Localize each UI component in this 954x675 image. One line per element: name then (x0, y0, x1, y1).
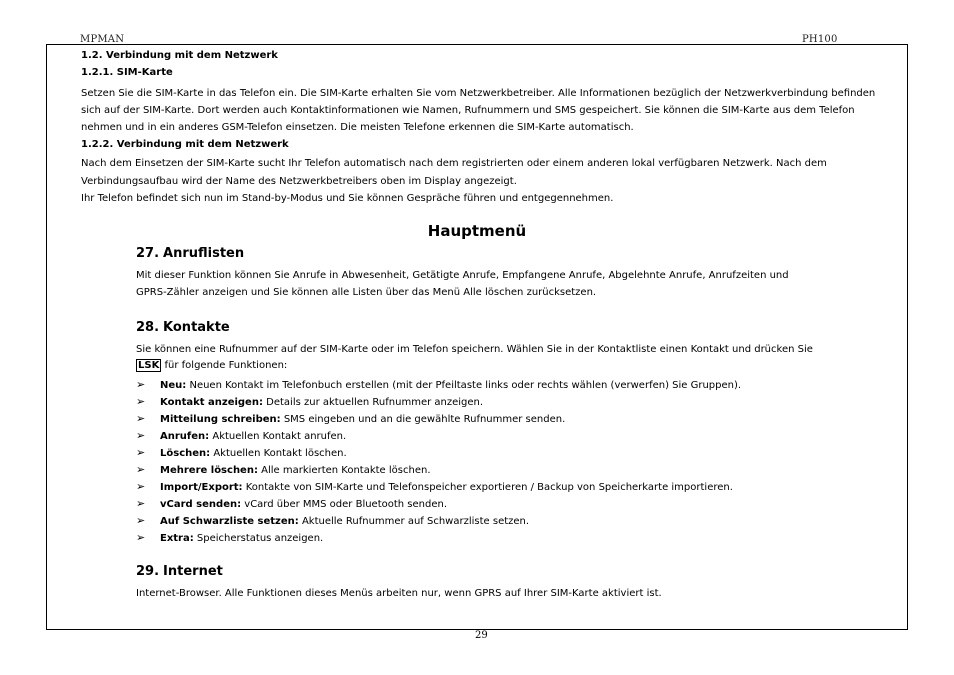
list-item-text: Aktuelle Rufnummer auf Schwarzliste setzen. (298, 516, 530, 527)
arrow-bullet-icon: ➢ (136, 412, 146, 425)
list-item-label: Neu: (160, 380, 187, 391)
section-heading-contacts (136, 320, 230, 335)
arrow-bullet-icon: ➢ (136, 446, 146, 459)
list-item-label: Löschen: (160, 448, 211, 459)
section-number: 29. (136, 564, 160, 579)
section-title: Kontakte (163, 320, 230, 335)
section-title-network: 1.2. Verbindung mit dem Netzwerk (81, 50, 278, 61)
list-item-text: Details zur aktuellen Rufnummer anzeigen. (262, 397, 484, 408)
list-item (136, 478, 733, 496)
arrow-bullet-icon: ➢ (136, 497, 146, 510)
main-menu-title: Hauptmenü (427, 222, 527, 240)
arrow-bullet-icon: ➢ (136, 480, 146, 493)
list-item (136, 376, 741, 394)
contacts-intro: Sie können eine Rufnummer auf der SIM-Karte oder im Telefon speichern. Wählen Sie in der Kontaktliste einen Kontakt und drücken Sie (136, 344, 813, 355)
arrow-bullet-icon: ➢ (136, 514, 146, 527)
list-item-label: Import/Export: (160, 482, 243, 493)
list-item (136, 512, 529, 530)
sim-paragraph-line: sich auf der SIM-Karte. Dort werden auch Kontaktinformationen wie Namen, Rufnummern und SMS gespeichert. Sie können die SIM-Karte aus dem Telefon (81, 105, 855, 116)
section-heading-internet (136, 564, 223, 579)
list-item-text: Speicherstatus anzeigen. (193, 533, 324, 544)
subsection-title-sim: 1.2.1. SIM-Karte (81, 67, 173, 78)
list-item (136, 495, 447, 513)
arrow-bullet-icon: ➢ (136, 429, 146, 442)
list-item-text: vCard über MMS oder Bluetooth senden. (241, 499, 448, 510)
list-item-label: Extra: (160, 533, 194, 544)
list-item-text: Aktuellen Kontakt löschen. (210, 448, 347, 459)
network-paragraph-line: Ihr Telefon befindet sich nun im Stand-by-Modus und Sie können Gespräche führen und entgegennehmen. (81, 193, 614, 204)
list-item-label: vCard senden: (160, 499, 242, 510)
list-item-label: Kontakt anzeigen: (160, 397, 263, 408)
sim-paragraph-line: nehmen und in ein anderes GSM-Telefon einsetzen. Die meisten Telefone erkennen die SIM-Karte automatisch. (81, 122, 634, 133)
section-number: 28. (136, 320, 160, 335)
list-item (136, 461, 431, 479)
contacts-intro-line2 (136, 357, 287, 375)
page-number: 29 (475, 630, 488, 641)
contacts-intro-suffix: für folgende Funktionen: (161, 360, 288, 371)
internet-text: Internet-Browser. Alle Funktionen dieses Menüs arbeiten nur, wenn GPRS auf Ihrer SIM-Karte aktiviert ist. (136, 588, 662, 599)
list-item-label: Anrufen: (160, 431, 210, 442)
list-item-text: Neuen Kontakt im Telefonbuch erstellen (mit der Pfeiltaste links oder rechts wählen (verwerfen) Sie Gruppen). (186, 380, 742, 391)
call-lists-line: Mit dieser Funktion können Sie Anrufe in Abwesenheit, Getätigte Anrufe, Empfangene Anrufe, Abgelehnte Anrufe, Anrufzeiten und (136, 270, 789, 281)
list-item-text: Aktuellen Kontakt anrufen. (209, 431, 347, 442)
list-item-text: Alle markierten Kontakte löschen. (257, 465, 431, 476)
section-number: 27. (136, 246, 160, 261)
network-paragraph-line: Verbindungsaufbau wird der Name des Netzwerkbetreibers oben im Display angezeigt. (81, 176, 517, 187)
list-item-label: Mitteilung schreiben: (160, 414, 281, 425)
arrow-bullet-icon: ➢ (136, 378, 146, 391)
list-item-text: SMS eingeben und an die gewählte Rufnummer senden. (280, 414, 566, 425)
section-heading-call-lists (136, 246, 244, 261)
lsk-key-label: LSK (138, 360, 160, 371)
list-item-label: Mehrere löschen: (160, 465, 258, 476)
sim-paragraph-line: Setzen Sie die SIM-Karte in das Telefon ein. Die SIM-Karte erhalten Sie vom Netzwerkbetreiber. Alle Informationen bezüglich der Netzwerkverbindung befinden (81, 88, 876, 99)
header-brand: MPMAN (80, 34, 125, 45)
arrow-bullet-icon: ➢ (136, 395, 146, 408)
section-title: Internet (163, 564, 223, 579)
subsection-title-network: 1.2.2. Verbindung mit dem Netzwerk (81, 139, 289, 150)
arrow-bullet-icon: ➢ (136, 531, 146, 544)
list-item (136, 427, 346, 445)
list-item (136, 529, 323, 547)
call-lists-line: GPRS-Zähler anzeigen und Sie können alle Listen über das Menü Alle löschen zurücksetzen. (136, 287, 597, 298)
list-item (136, 410, 565, 428)
list-item (136, 393, 483, 411)
list-item (136, 444, 347, 462)
list-item-label: Auf Schwarzliste setzen: (160, 516, 299, 527)
arrow-bullet-icon: ➢ (136, 463, 146, 476)
network-paragraph-line: Nach dem Einsetzen der SIM-Karte sucht Ihr Telefon automatisch nach dem registrierten oder einem anderen lokal verfügbaren Netzwerk. Nach dem (81, 158, 827, 169)
section-title: Anruflisten (163, 246, 245, 261)
header-model: PH100 (802, 34, 838, 45)
list-item-text: Kontakte von SIM-Karte und Telefonspeicher exportieren / Backup von Speicherkarte importieren. (242, 482, 733, 493)
